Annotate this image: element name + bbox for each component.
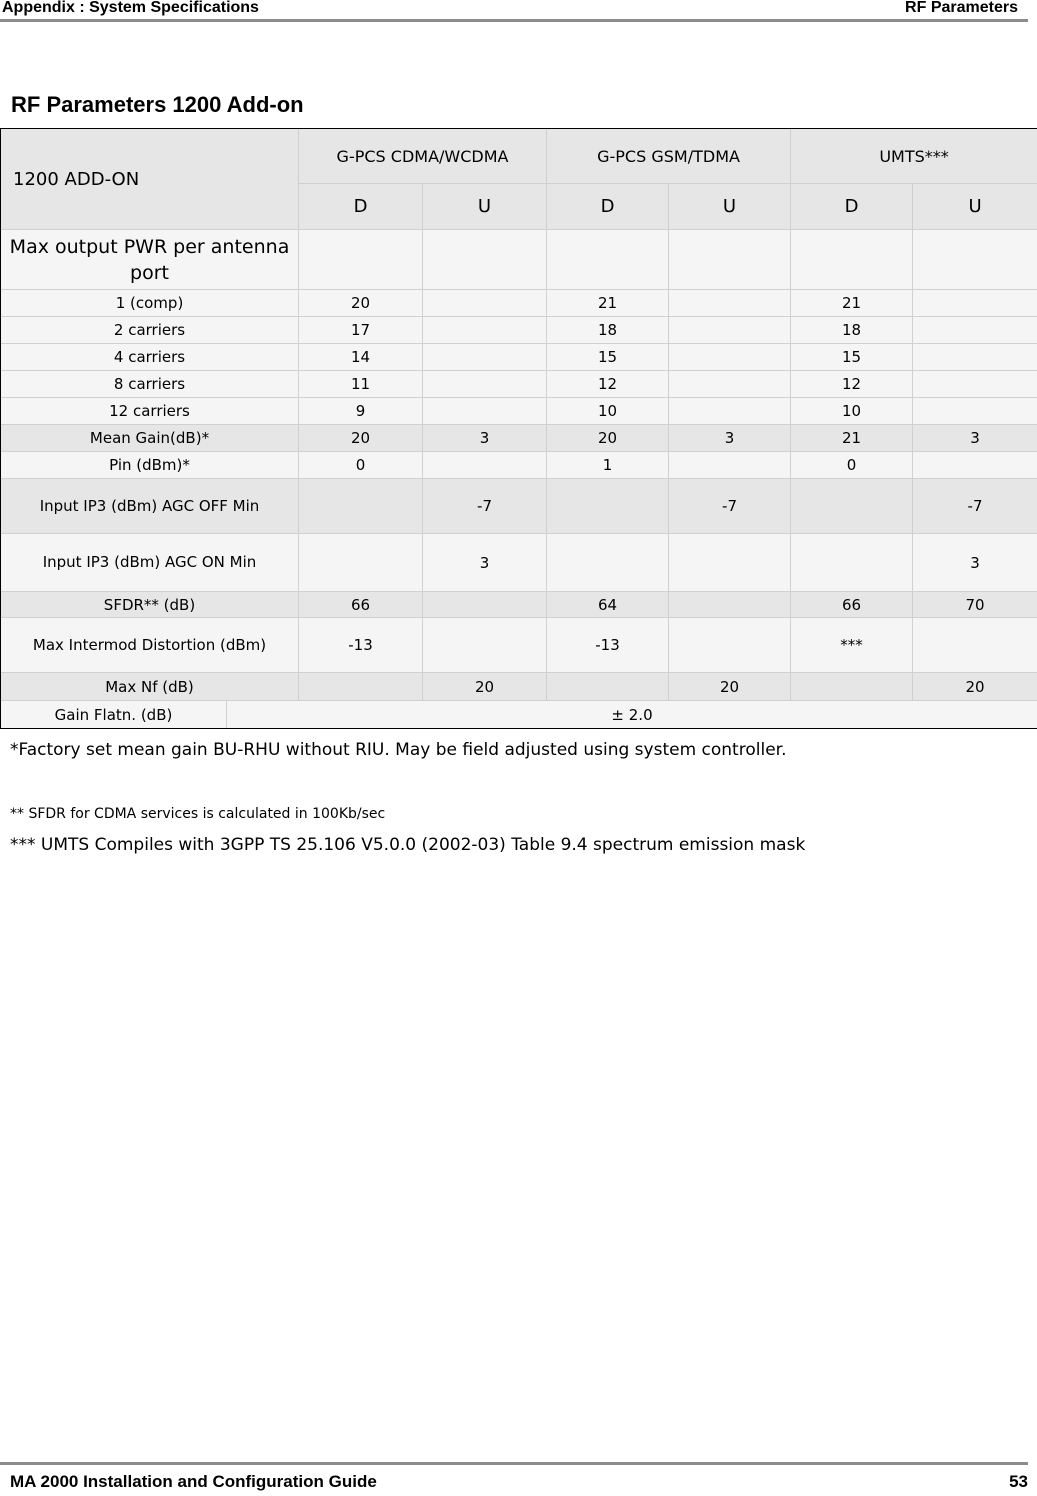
cell: 1 [547, 452, 669, 479]
cell: 70 [913, 592, 1037, 618]
cell [791, 534, 913, 592]
row-label: Pin (dBm)* [1, 452, 299, 479]
cell: *** [791, 618, 913, 673]
table-row [1, 317, 1037, 344]
cell [669, 618, 791, 673]
row-label: Input IP3 (dBm) AGC ON Min [1, 534, 299, 592]
table-corner-header: 1200 ADD-ON [1, 129, 299, 230]
cell: 21 [547, 290, 669, 317]
cell [423, 398, 547, 425]
row-label: SFDR** (dB) [1, 592, 299, 618]
section-label: Max output PWR per antenna port [1, 230, 299, 290]
cell: 9 [299, 398, 423, 425]
row-label: Max Intermod Distortion (dBm) [1, 618, 299, 673]
cell [669, 534, 791, 592]
cell: 20 [669, 673, 791, 701]
footer-rule [0, 1462, 1028, 1465]
header-rule [0, 19, 1028, 22]
cell [423, 344, 547, 371]
table-row [1, 618, 1037, 673]
cell [669, 344, 791, 371]
cell [423, 592, 547, 618]
cell: 15 [547, 344, 669, 371]
table-row [1, 290, 1037, 317]
cell [791, 673, 913, 701]
page-number: 53 [1009, 1472, 1028, 1491]
cell [669, 398, 791, 425]
table-row [1, 534, 1037, 592]
page-header [0, 0, 1028, 20]
cell: 10 [791, 398, 913, 425]
cell: 0 [299, 452, 423, 479]
cell [423, 371, 547, 398]
footer-guide-title: MA 2000 Installation and Configuration Guide [10, 1472, 377, 1491]
cell [913, 344, 1037, 371]
cell: 3 [913, 425, 1037, 452]
cell [669, 592, 791, 618]
cell: -7 [423, 479, 547, 534]
row-label: Mean Gain(dB)* [1, 425, 299, 452]
cell: 64 [547, 592, 669, 618]
cell [913, 398, 1037, 425]
sub-header: U [669, 184, 791, 230]
cell: 10 [547, 398, 669, 425]
cell [669, 317, 791, 344]
row-label: 2 carriers [1, 317, 299, 344]
cell [299, 479, 423, 534]
cell [669, 290, 791, 317]
cell: -7 [913, 479, 1037, 534]
cell: 18 [547, 317, 669, 344]
cell [423, 618, 547, 673]
cell: 20 [423, 673, 547, 701]
cell [669, 452, 791, 479]
cell: 20 [547, 425, 669, 452]
cell: 3 [423, 425, 547, 452]
cell: -7 [669, 479, 791, 534]
cell: 0 [791, 452, 913, 479]
footnote-sfdr: ** SFDR for CDMA services is calculated in 100Kb/sec [10, 806, 386, 822]
cell [669, 371, 791, 398]
cell [423, 317, 547, 344]
cell: 14 [299, 344, 423, 371]
group-header: UMTS*** [791, 129, 1037, 184]
row-label: Gain Flatn. (dB) [1, 701, 227, 728]
cell: 3 [423, 534, 547, 592]
cell: 66 [299, 592, 423, 618]
row-label: Input IP3 (dBm) AGC OFF Min [1, 479, 299, 534]
cell [913, 290, 1037, 317]
cell: 20 [299, 425, 423, 452]
cell [547, 673, 669, 701]
table-row [1, 425, 1037, 452]
cell [791, 479, 913, 534]
sub-header: D [299, 184, 423, 230]
cell: 15 [791, 344, 913, 371]
sub-header: U [423, 184, 547, 230]
cell [913, 618, 1037, 673]
cell: 20 [913, 673, 1037, 701]
page-title: RF Parameters 1200 Add-on [11, 92, 304, 117]
section-row [1, 230, 1037, 290]
sub-header: D [547, 184, 669, 230]
footnote-factory-gain: *Factory set mean gain BU-RHU without RIU. May be field adjusted using system controller. [10, 740, 787, 760]
cell [299, 534, 423, 592]
cell [423, 290, 547, 317]
table-row [1, 592, 1037, 618]
cell: 11 [299, 371, 423, 398]
table-row [1, 398, 1037, 425]
cell: 18 [791, 317, 913, 344]
cell: 12 [547, 371, 669, 398]
cell: 21 [791, 425, 913, 452]
cell [547, 534, 669, 592]
cell [423, 452, 547, 479]
table-row [1, 344, 1037, 371]
cell [547, 479, 669, 534]
cell: 12 [791, 371, 913, 398]
cell: 66 [791, 592, 913, 618]
table-row [1, 371, 1037, 398]
table-row [1, 673, 1037, 701]
cell: 3 [913, 534, 1037, 592]
row-label: 12 carriers [1, 398, 299, 425]
cell: 20 [299, 290, 423, 317]
group-header: G-PCS GSM/TDMA [547, 129, 791, 184]
cell: 17 [299, 317, 423, 344]
cell: 21 [791, 290, 913, 317]
header-topic-title: RF Parameters [905, 0, 1018, 16]
rf-parameters-table [0, 128, 1037, 729]
footnote-umts: *** UMTS Compiles with 3GPP TS 25.106 V5.0.0 (2002-03) Table 9.4 spectrum emission mask [10, 835, 806, 855]
row-label: Max Nf (dB) [1, 673, 299, 701]
sub-header: D [791, 184, 913, 230]
cell [913, 371, 1037, 398]
cell: -13 [299, 618, 423, 673]
cell [913, 452, 1037, 479]
table-row [1, 452, 1037, 479]
row-label: 4 carriers [1, 344, 299, 371]
cell: 3 [669, 425, 791, 452]
row-label: 8 carriers [1, 371, 299, 398]
gain-flatness-row [1, 701, 1037, 728]
cell: -13 [547, 618, 669, 673]
gain-flatness-value: ± 2.0 [227, 701, 1037, 728]
cell [913, 317, 1037, 344]
table-row [1, 479, 1037, 534]
sub-header: U [913, 184, 1037, 230]
header-section-title: Appendix : System Specifications [2, 0, 259, 16]
group-header: G-PCS CDMA/WCDMA [299, 129, 547, 184]
cell [299, 673, 423, 701]
row-label: 1 (comp) [1, 290, 299, 317]
